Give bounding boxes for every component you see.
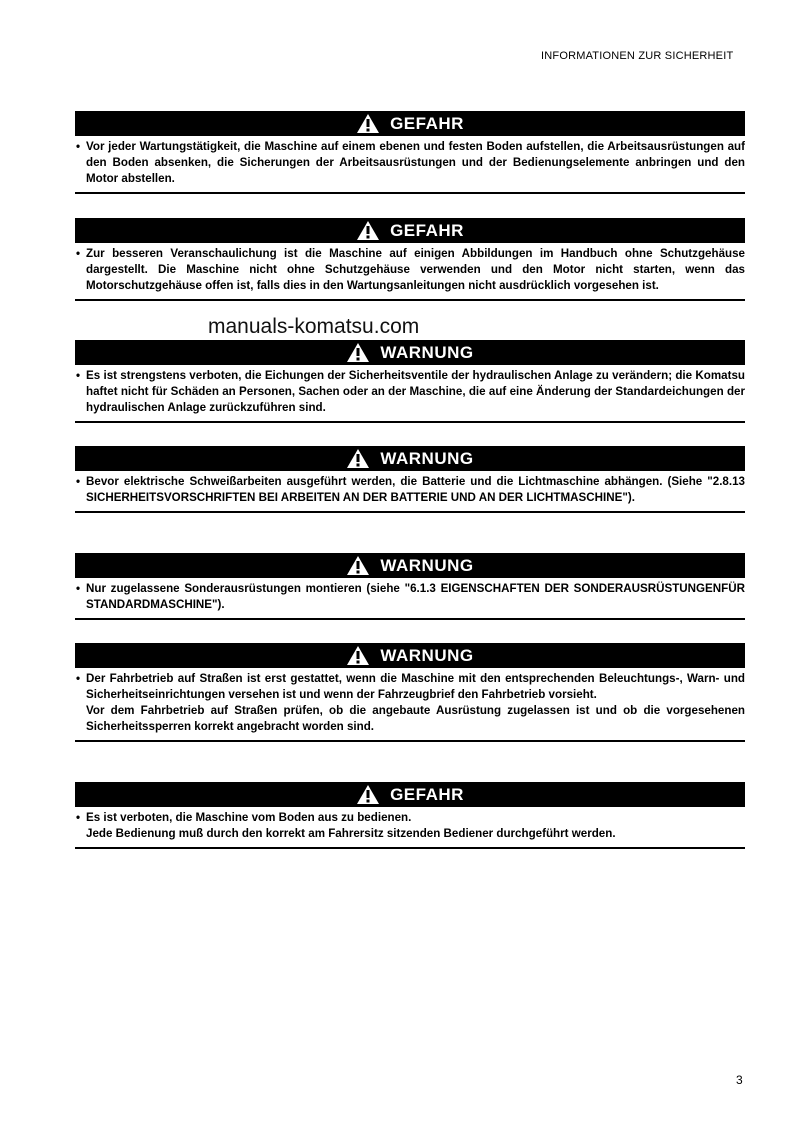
notice-text: Nur zugelassene Sonderausrüstungen montieren (siehe "6.1.3 EIGENSCHAFTEN DER SONDERAUSRÜSTUNGENFÜR STANDARDMASCHINE"). xyxy=(86,582,745,611)
warning-notice xyxy=(75,553,745,620)
notice-header xyxy=(75,218,745,243)
bullet-icon: • xyxy=(76,247,81,260)
warning-triangle-icon xyxy=(346,555,370,576)
notice-text: Jede Bedienung muß durch den korrekt am Fahrersitz sitzenden Bediener durchgeführt werden. xyxy=(86,827,616,840)
warning-notice xyxy=(75,643,745,742)
notice-text: Der Fahrbetrieb auf Straßen ist erst gestattet, wenn die Maschine mit den entsprechenden Beleuchtungs-, Warn- und Sicherheitseinrichtungen versehen ist und wenn der Fahrzeugbrief den Fahrbetrieb vorsieht. xyxy=(86,672,745,701)
notice-text: Bevor elektrische Schweißarbeiten ausgeführt werden, die Batterie und die Lichtmaschine abhängen. (Siehe "2.8.13 SICHERHEITSVORSCHRIFTEN BEI ARBEITEN AN DER BATTERIE UND AN DER LICHTMASCHINE"). xyxy=(86,475,745,504)
bullet-icon: • xyxy=(76,672,81,685)
bullet-icon: • xyxy=(76,140,81,153)
page-header-title: INFORMATIONEN ZUR SICHERHEIT xyxy=(541,50,734,62)
notice-level: WARNUNG xyxy=(380,555,474,575)
notice-header xyxy=(75,643,745,668)
notice-header xyxy=(75,111,745,136)
notice-text: Vor dem Fahrbetrieb auf Straßen prüfen, ob die angebaute Ausrüstung zugelassen ist und ob die vorgesehenen Sicherheitssperren korrekt angebracht worden sind. xyxy=(86,704,745,733)
danger-notice xyxy=(75,782,745,849)
danger-notice xyxy=(75,218,745,301)
warning-notice xyxy=(75,446,745,513)
warning-triangle-icon xyxy=(346,448,370,469)
notice-header xyxy=(75,782,745,807)
bullet-icon: • xyxy=(76,369,81,382)
warning-triangle-icon xyxy=(356,220,380,241)
notice-text: Vor jeder Wartungstätigkeit, die Maschine auf einem ebenen und festen Boden aufstellen, die Arbeitsausrüstungen auf den Boden absenken, die Sicherungen der Arbeitsausrüstungen und der Bedienungselemente anbringen und den Motor abstellen. xyxy=(86,140,745,185)
watermark-text: manuals-komatsu.com xyxy=(208,315,420,338)
notice-level: WARNUNG xyxy=(380,645,474,665)
warning-notice xyxy=(75,340,745,423)
notice-level: WARNUNG xyxy=(380,448,474,468)
notice-header xyxy=(75,340,745,365)
notice-text: Es ist strengstens verboten, die Eichungen der Sicherheitsventile der hydraulischen Anlage zu verändern; die Komatsu haftet nicht für Schäden an Personen, Sachen oder an der Maschine, die auf eine Änderung der Standardeichungen der hydraulischen Anlage zurückzuführen sind. xyxy=(86,369,745,414)
warning-triangle-icon xyxy=(346,645,370,666)
bullet-icon: • xyxy=(76,475,81,488)
notice-level: GEFAHR xyxy=(390,784,464,804)
notice-text: Zur besseren Veranschaulichung ist die Maschine auf einigen Abbildungen im Handbuch ohne Schutzgehäuse dargestellt. Die Maschine nicht ohne Schutzgehäuse verwenden und den Motor nicht starten, wenn das Motorschutzgehäuse offen ist, falls dies in den Wartungsanleitungen nicht ausdrücklich vorgesehen ist. xyxy=(86,247,745,292)
warning-triangle-icon xyxy=(346,342,370,363)
notice-header xyxy=(75,446,745,471)
notice-text: Es ist verboten, die Maschine vom Boden aus zu bedienen. xyxy=(86,811,412,824)
notice-header xyxy=(75,553,745,578)
bullet-icon: • xyxy=(76,811,81,824)
bullet-icon: • xyxy=(76,582,81,595)
page-number: 3 xyxy=(736,1073,743,1087)
notice-level: WARNUNG xyxy=(380,342,474,362)
notice-level: GEFAHR xyxy=(390,113,464,133)
warning-triangle-icon xyxy=(356,784,380,805)
warning-triangle-icon xyxy=(356,113,380,134)
danger-notice xyxy=(75,111,745,194)
notice-level: GEFAHR xyxy=(390,220,464,240)
